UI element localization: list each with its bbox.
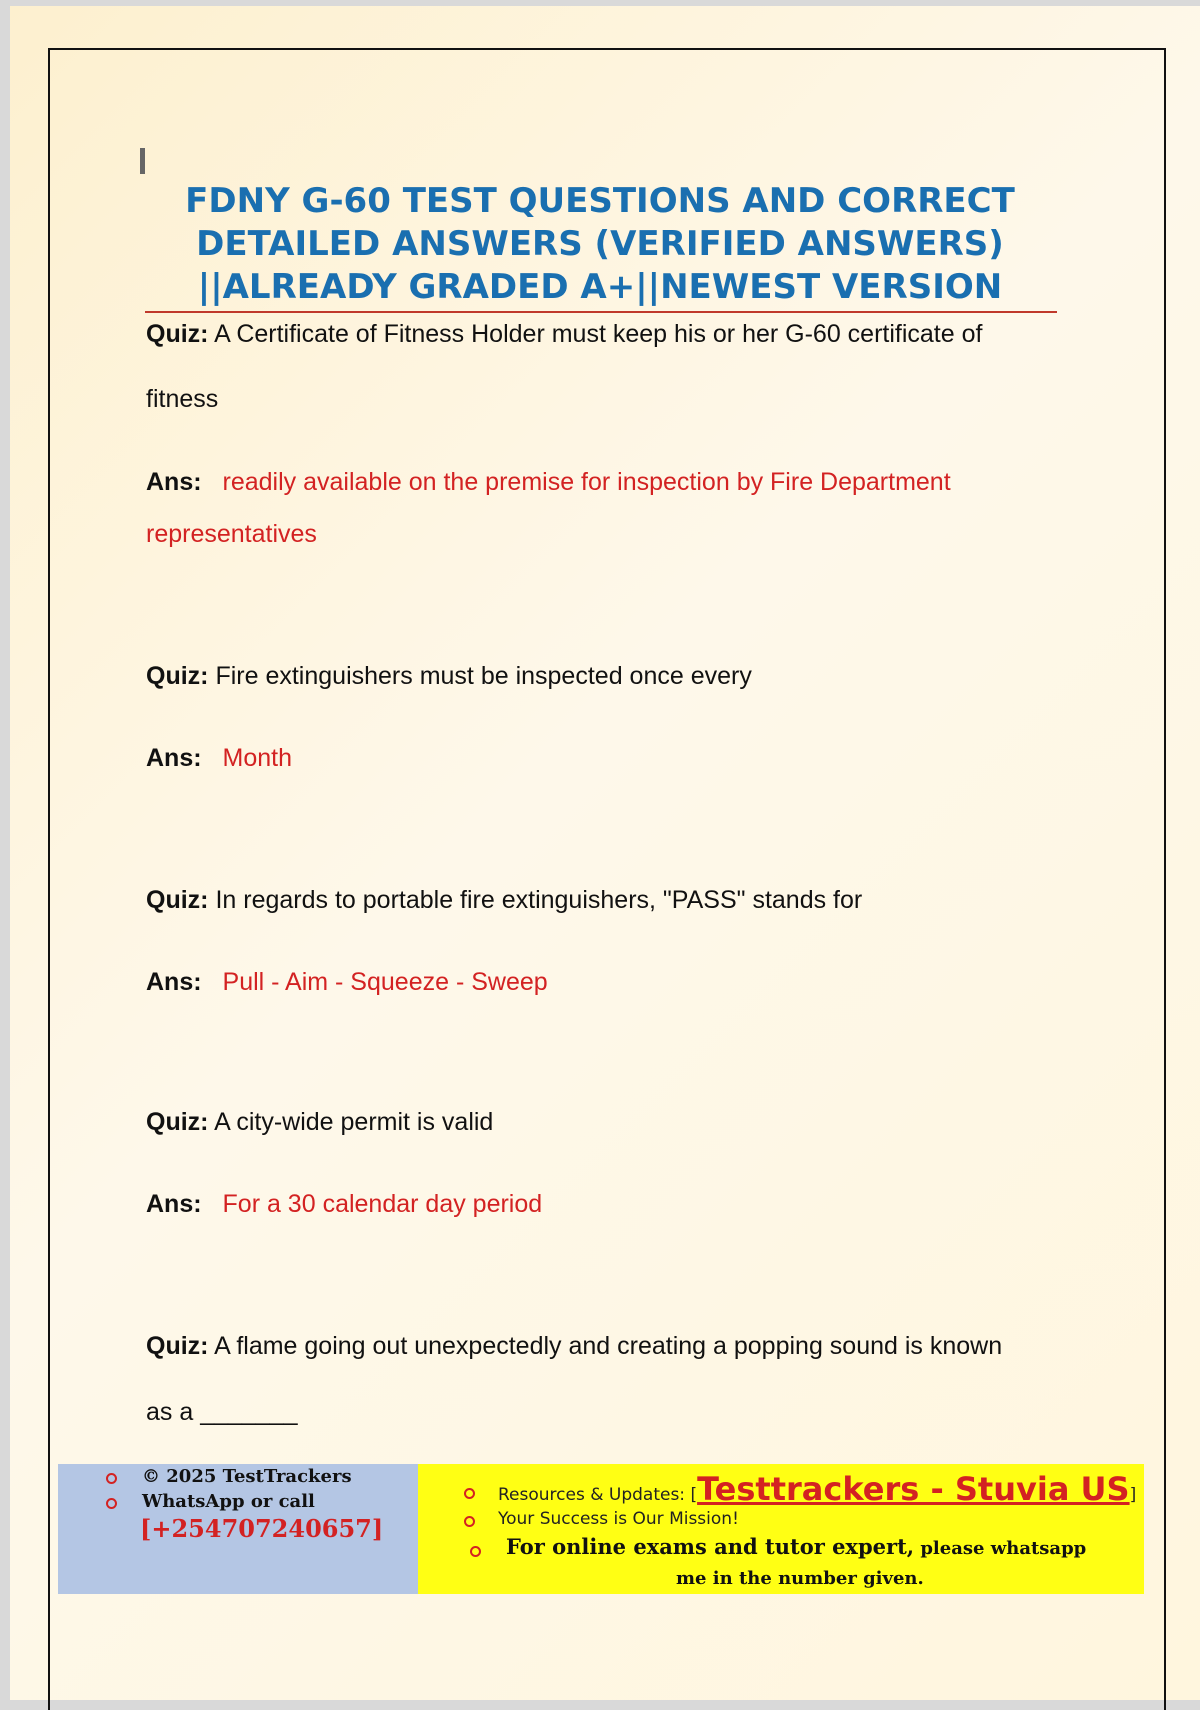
footer-mission: Your Success is Our Mission!: [498, 1509, 739, 1529]
footer-contact-label: WhatsApp or call: [142, 1491, 315, 1512]
resources-label: Resources & Updates:: [498, 1485, 691, 1505]
question-2: [146, 662, 752, 691]
phone-number[interactable]: +254707240657: [151, 1514, 372, 1543]
bullet-icon: [470, 1546, 481, 1557]
footer-promo-panel: [418, 1464, 1144, 1594]
ans-label: Ans:: [146, 1190, 202, 1218]
footer-banner: [58, 1464, 1144, 1594]
bullet-icon: [106, 1498, 117, 1509]
title-line-2: DETAILED ANSWERS (VERIFIED ANSWERS): [196, 224, 1004, 264]
ans-label: Ans:: [146, 468, 202, 496]
answer-text: For a 30 calendar day period: [222, 1190, 543, 1218]
answer-1-cont: representatives: [146, 520, 317, 548]
question-1-cont: fitness: [146, 385, 219, 413]
footer-contact-panel: [58, 1464, 418, 1594]
question-text: Fire extinguishers must be inspected once every: [215, 662, 752, 690]
bullet-icon: [464, 1516, 475, 1527]
quiz-label: Quiz:: [146, 320, 209, 348]
question-1: [146, 320, 982, 349]
answer-1: [146, 468, 951, 497]
question-text: A city-wide permit is valid: [214, 1108, 494, 1136]
cta-part-a: For online exams and tutor expert,: [506, 1534, 915, 1559]
resources-link[interactable]: Testtrackers - Stuvia US: [697, 1470, 1130, 1508]
question-3: [146, 886, 862, 915]
quiz-label: Quiz:: [146, 1108, 209, 1136]
text-cursor: [140, 148, 145, 174]
title-line-3: ||ALREADY GRADED A+||NEWEST VERSION: [197, 267, 1003, 307]
answer-text: Month: [222, 744, 292, 772]
question-4: [146, 1108, 493, 1137]
question-5-cont: as a _______: [146, 1398, 298, 1426]
ans-label: Ans:: [146, 744, 202, 772]
bullet-icon: [106, 1473, 117, 1484]
answer-text: Pull - Aim - Squeeze - Sweep: [222, 968, 548, 996]
answer-3: [146, 968, 548, 997]
title-underline: [145, 311, 1057, 313]
footer-copyright: © 2025 TestTrackers: [142, 1466, 352, 1487]
footer-cta-line-1: [506, 1534, 1086, 1559]
question-text: A flame going out unexpectedly and creating a popping sound is known: [214, 1332, 1003, 1360]
question-text: A Certificate of Fitness Holder must keep his or her G-60 certificate of: [214, 320, 983, 348]
document-title: [145, 180, 1055, 309]
footer-cta-line-2: me in the number given.: [676, 1568, 924, 1589]
quiz-label: Quiz:: [146, 886, 209, 914]
footer-phone[interactable]: [+254707240657]: [140, 1514, 384, 1543]
question-5: [146, 1332, 1002, 1361]
footer-resources: Resources & Updates: [Testtrackers - Stuvia US]: [498, 1470, 1137, 1508]
answer-4: [146, 1190, 542, 1219]
answer-2: [146, 744, 292, 773]
ans-label: Ans:: [146, 968, 202, 996]
answer-text: readily available on the premise for inspection by Fire Department: [222, 468, 951, 496]
question-text: In regards to portable fire extinguishers, "PASS" stands for: [215, 886, 863, 914]
title-line-1: FDNY G-60 TEST QUESTIONS AND CORRECT: [185, 181, 1015, 221]
quiz-label: Quiz:: [146, 662, 209, 690]
bullet-icon: [464, 1488, 475, 1499]
cta-part-b: please whatsapp: [914, 1538, 1087, 1559]
quiz-label: Quiz:: [146, 1332, 209, 1360]
